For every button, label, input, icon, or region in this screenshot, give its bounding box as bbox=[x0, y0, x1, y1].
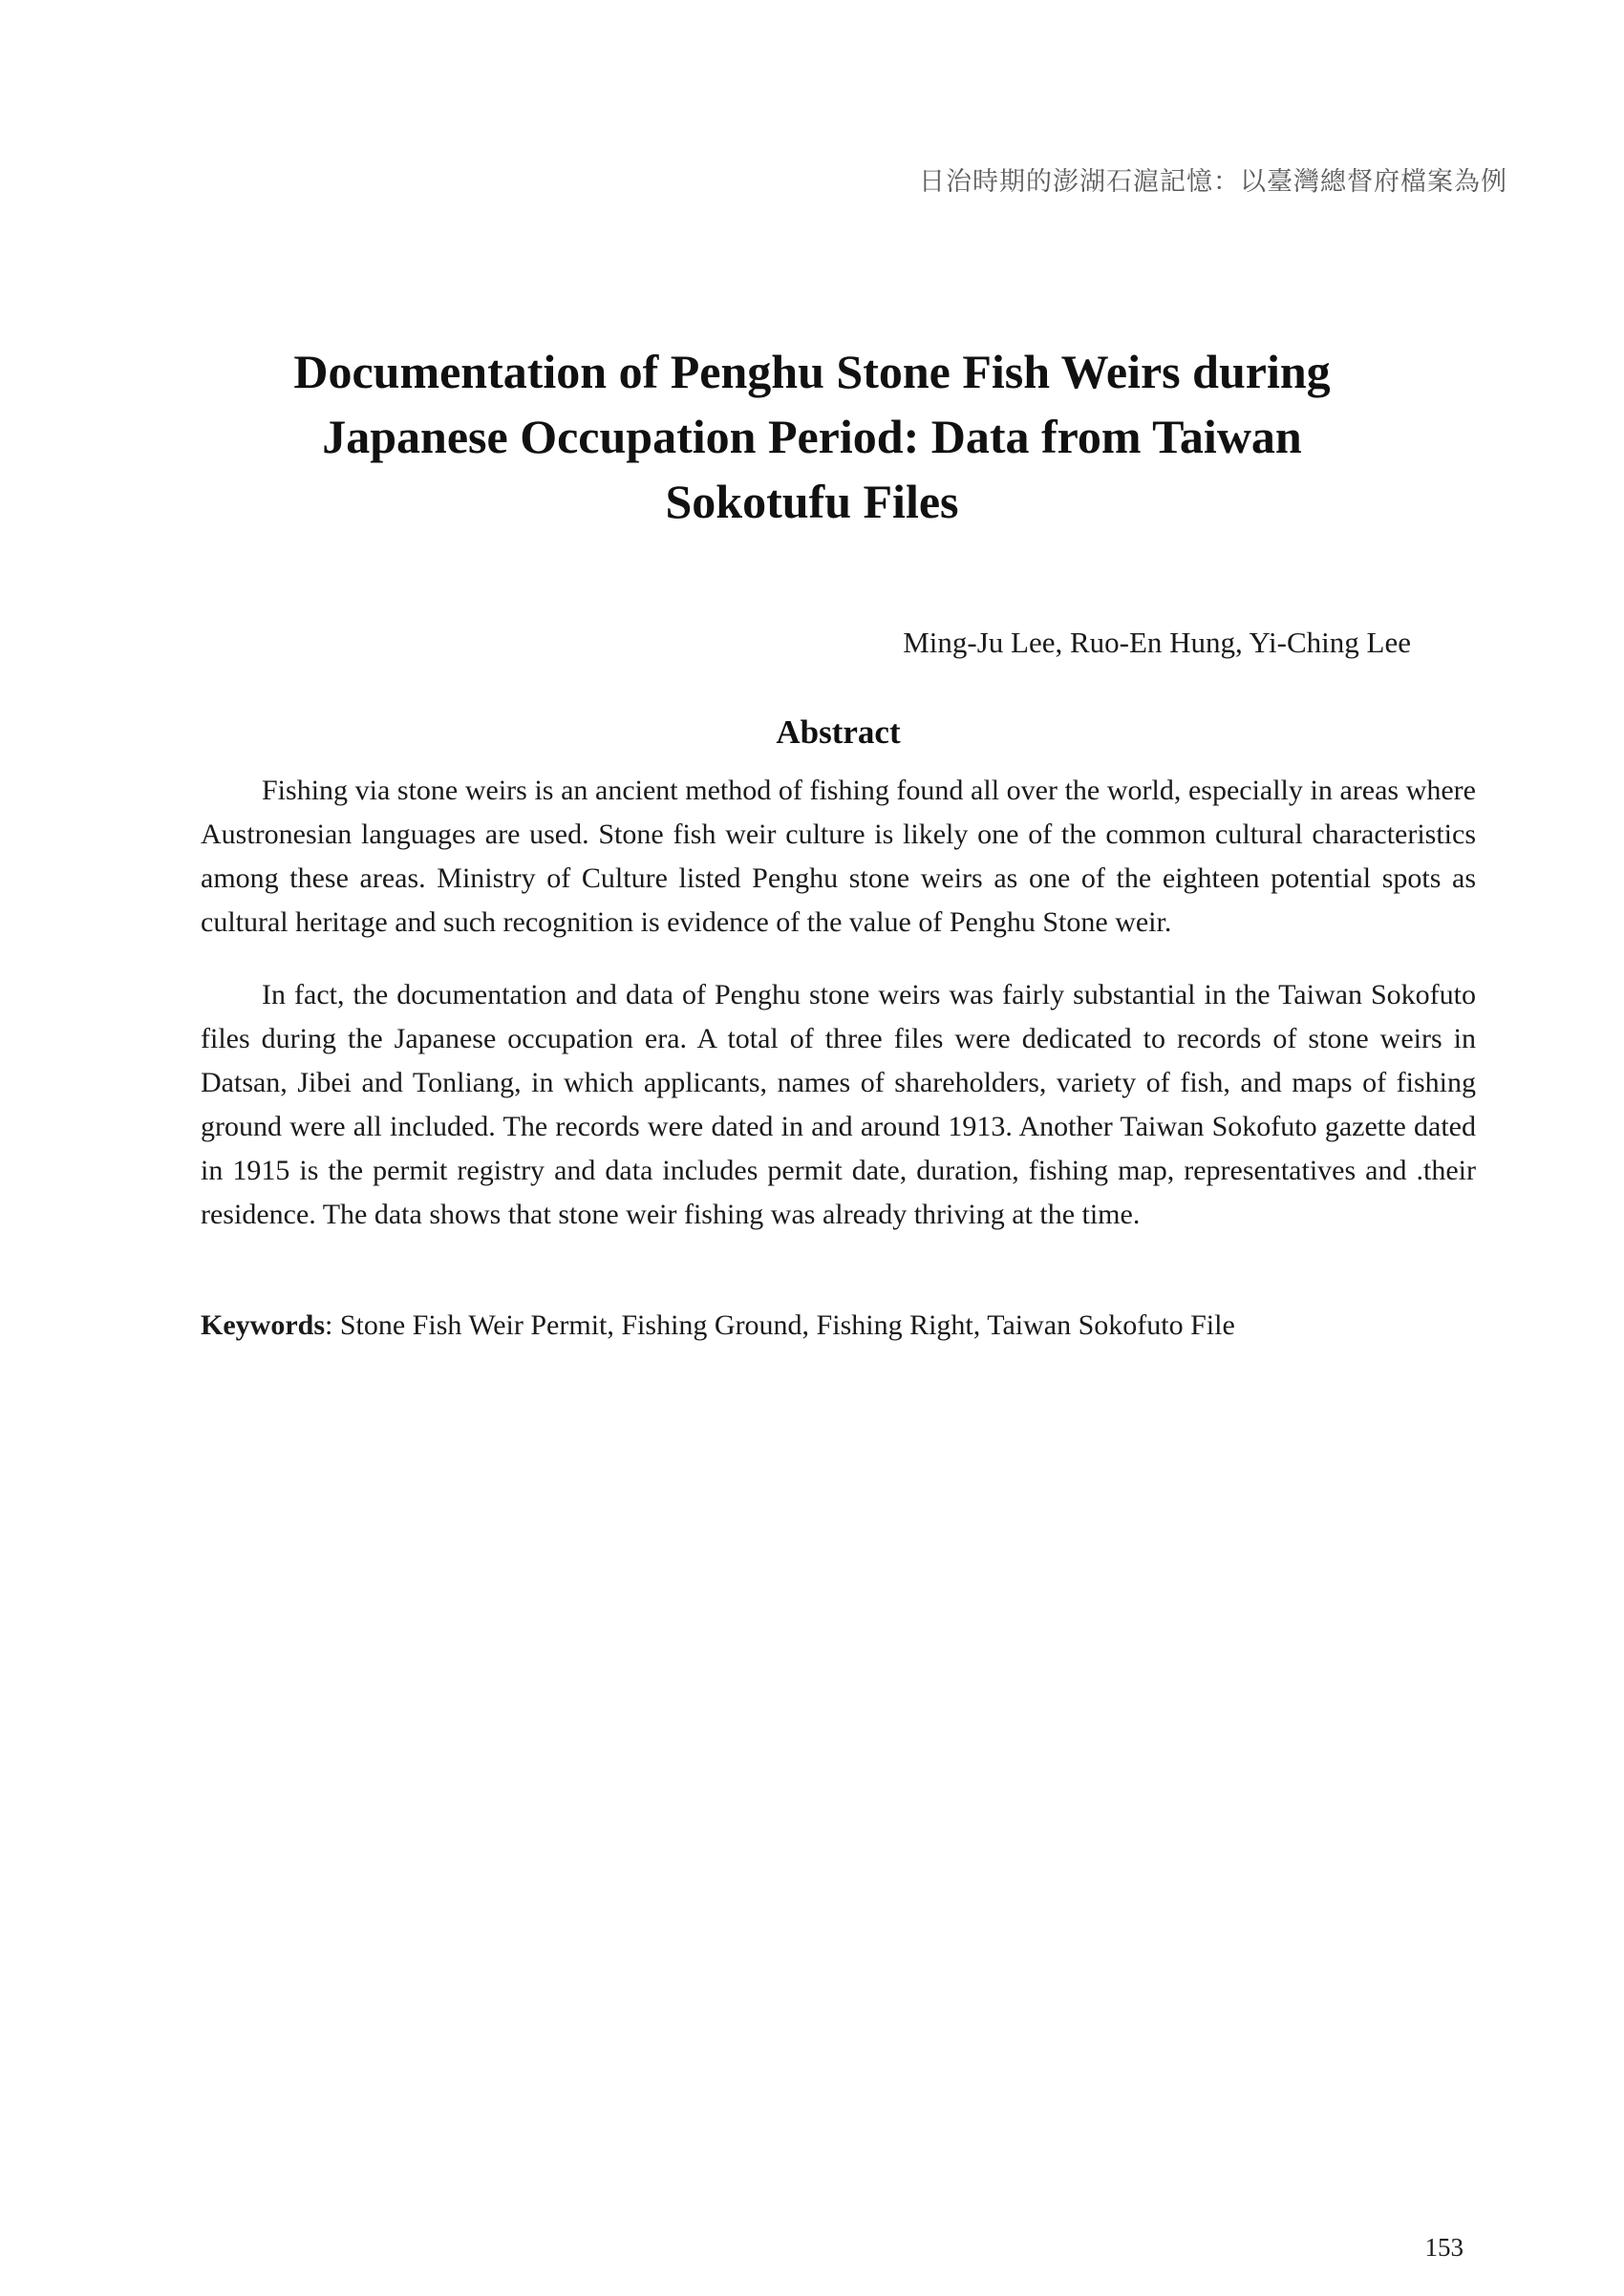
abstract-paragraph-2: In fact, the documentation and data of Penghu stone weirs was fairly substantial in the Taiwan Sokofuto files during the Japanese occupation era. A total of three files were dedicated to records of stone weirs in Datsan, Jibei and Tonliang, in which applicants, names of shareholders, variety of fish, and maps of fishing ground were all included. The records were dated in and around 1913. Another Taiwan Sokofuto gazette dated in 1915 is the permit registry and data includes permit date, duration, fishing map, representatives and .their residence. The data shows that stone weir fishing was already thriving at the time. bbox=[201, 979, 1476, 1230]
abstract-heading: Abstract bbox=[776, 713, 901, 751]
paper-title: Documentation of Penghu Stone Fish Weirs during Japanese Occupation Period: Data from Taiwan Sokotufu Files bbox=[293, 345, 1331, 528]
abstract-paragraph-1: Fishing via stone weirs is an ancient method of fishing found all over the world, especially in areas where Austronesian languages are used. Stone fish weir culture is likely one of the common cultural characteristics among these areas. Ministry of Culture listed Penghu stone weirs as one of the eighteen potential spots as cultural heritage and such recognition is evidence of the value of Penghu Stone weir. bbox=[201, 775, 1476, 938]
content-area bbox=[201, 626, 1476, 1348]
keywords-line bbox=[201, 1304, 1476, 1348]
keywords-text: : Stone Fish Weir Permit, Fishing Ground, Fishing Right, Taiwan Sokofuto File bbox=[325, 1309, 1235, 1341]
keywords-label: Keywords bbox=[201, 1309, 325, 1341]
authors-line: Ming-Ju Lee, Ruo-En Hung, Yi-Ching Lee bbox=[903, 626, 1411, 659]
running-header: 日治時期的澎湖石滬記憶：以臺灣總督府檔案為例 bbox=[919, 167, 1507, 197]
page-number: 153 bbox=[1424, 2233, 1464, 2262]
